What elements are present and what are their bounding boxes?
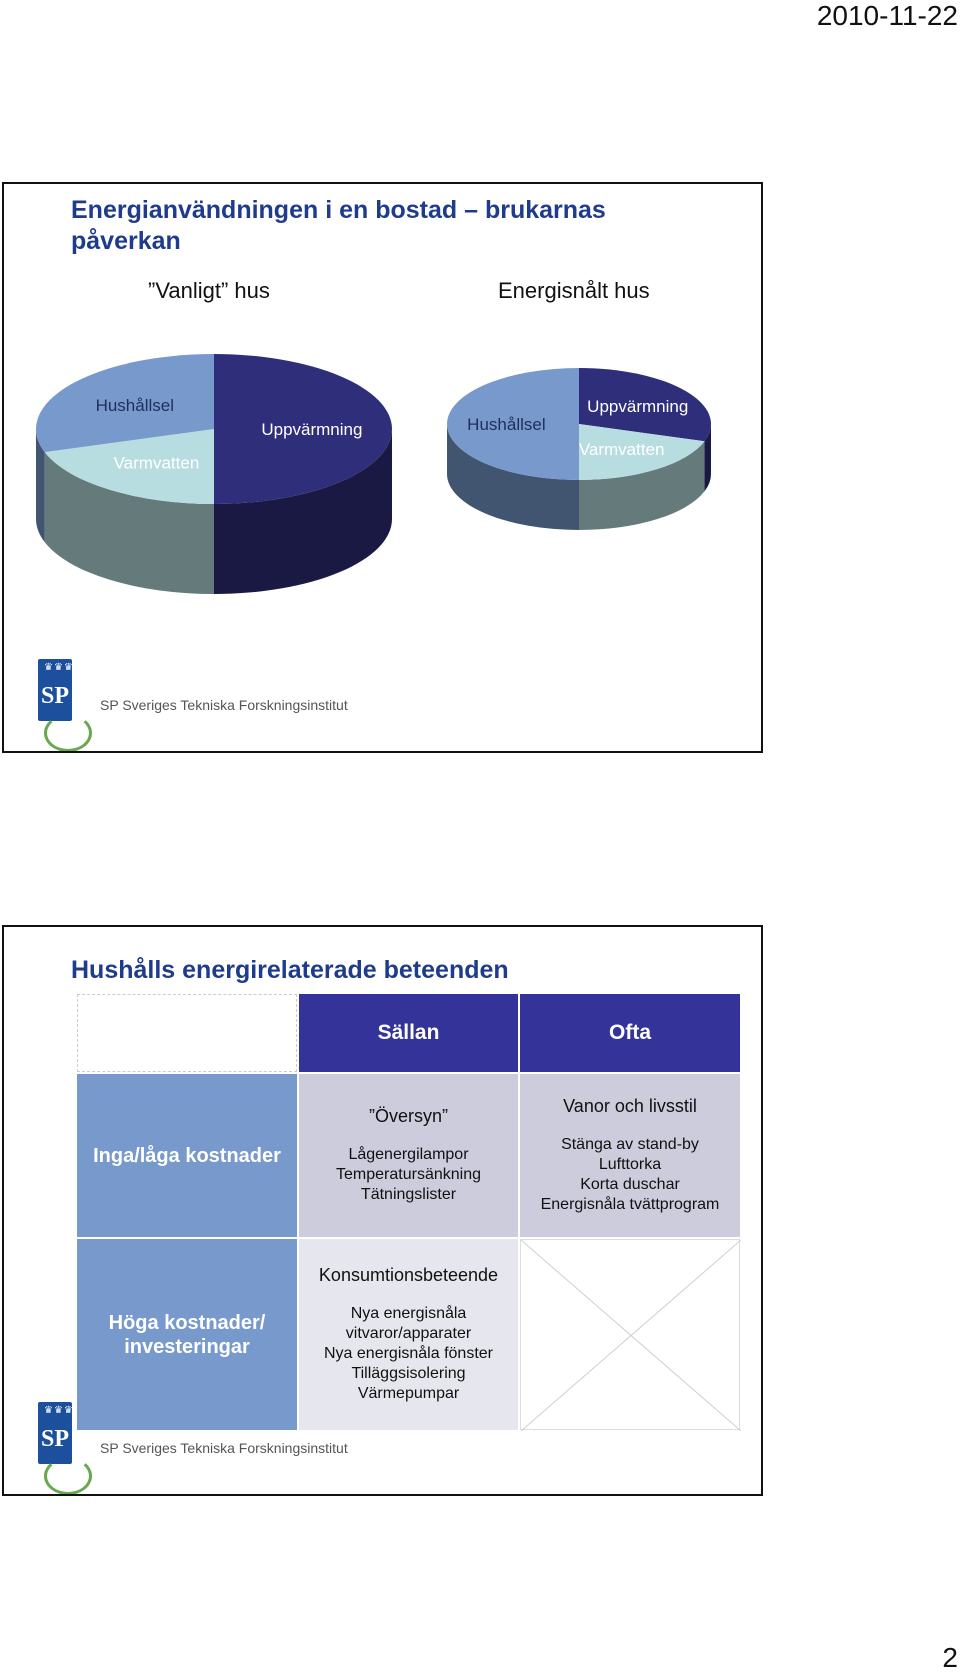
cell-line: Temperatursänkning [336, 1166, 481, 1183]
pie-label-3: Hushållsel [467, 415, 546, 434]
cell-line: Tilläggsisolering [351, 1365, 466, 1382]
pie-label-1: Uppvärmning [587, 396, 689, 416]
energy-efficient-house-label: Energisnålt hus [498, 278, 650, 303]
cell-low-cost-rarely [299, 1074, 518, 1237]
sp-logo [38, 1402, 348, 1496]
behaviour-matrix [77, 994, 740, 1430]
science-park-badge-icon [44, 714, 92, 752]
pie-label-2: Varmvatten [113, 453, 200, 473]
col-header-often: Ofta [520, 994, 740, 1072]
cell-line: Lufttorka [598, 1156, 662, 1173]
science-park-badge-icon [44, 1457, 92, 1495]
slide-behaviours [2, 925, 763, 1496]
pie-chart-1 [36, 354, 392, 594]
crossed-out-mark [521, 1240, 741, 1431]
cell-high-cost-often-empty [520, 1239, 740, 1430]
date-header: 2010-11-22 [816, 0, 958, 31]
sp-logo-text: SP Sveriges Tekniska Forskningsinstitut [100, 1440, 348, 1456]
cell-line: Korta duschar [580, 1176, 680, 1193]
cell-line: vitvaror/apparater [345, 1325, 472, 1342]
row-header-low-cost: Inga/låga kostnader [77, 1074, 297, 1237]
sp-logo-text: SP Sveriges Tekniska Forskningsinstitut [100, 697, 348, 713]
cell-line: Värmepumpar [357, 1385, 460, 1402]
sp-shield-icon: ♛♛♛ SP [38, 659, 72, 721]
slide-title: Energianvändningen i en bostad – brukarnas påverkan [71, 196, 606, 255]
pie-label-3: Hushållsel [95, 395, 175, 415]
cell-heading: ”Översyn” [368, 1106, 448, 1126]
slide-energy-use [2, 182, 763, 753]
col-header-rarely: Sällan [299, 994, 518, 1072]
row-header-high-cost: Höga kostnader/ investeringar [77, 1239, 297, 1430]
ordinary-house-label: ”Vanligt” hus [148, 278, 270, 303]
cell-heading: Konsumtionsbeteende [318, 1265, 499, 1285]
cell-low-cost-often [520, 1074, 740, 1237]
pie-label-1: Uppvärmning [261, 420, 363, 439]
cell-line: Nya energisnåla [350, 1305, 467, 1322]
cell-line: Nya energisnåla fönster [324, 1345, 493, 1362]
sp-shield-icon: ♛♛♛ SP [38, 1402, 72, 1464]
cell-line: Stänga av stand-by [561, 1136, 699, 1153]
cell-line: Energisnåla tvättprogram [540, 1196, 720, 1213]
cell-line: Lågenergilampor [348, 1146, 469, 1163]
cell-line: Tätningslister [360, 1186, 457, 1203]
pie-label-2: Varmvatten [578, 439, 665, 459]
slide-title: Hushålls energirelaterade beteenden [71, 956, 509, 984]
cell-heading: Vanor och livsstil [563, 1096, 697, 1116]
pie-chart-2 [447, 368, 711, 530]
matrix-corner [77, 994, 297, 1072]
page-number: 2 [942, 1642, 958, 1673]
sp-logo [38, 659, 348, 753]
